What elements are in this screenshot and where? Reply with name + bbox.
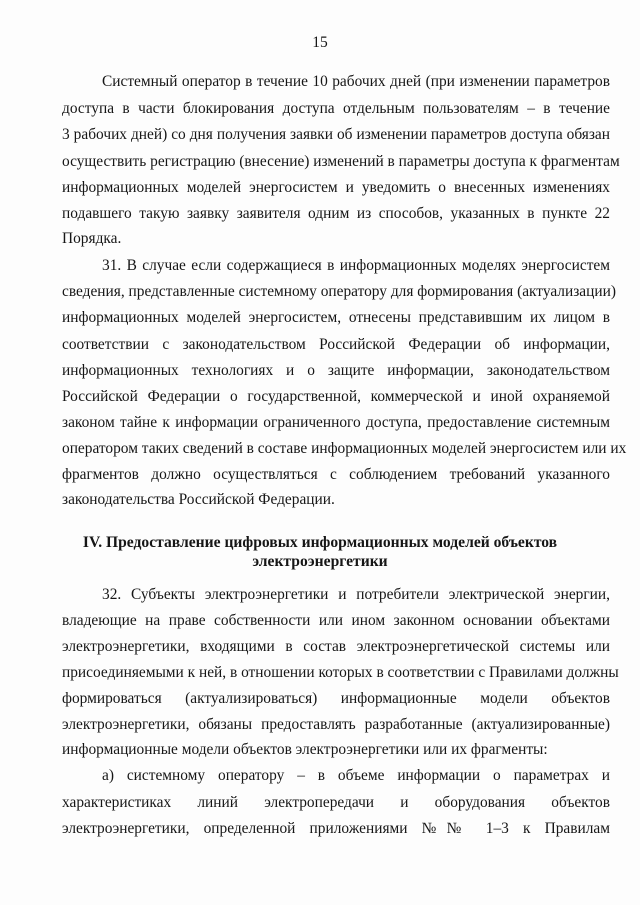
paragraph-line: а) системному оператору – в объеме информации о параметрах и bbox=[102, 767, 610, 784]
paragraph-line: информационных технологиях и о защите информации, законодательством bbox=[62, 362, 610, 379]
paragraph-line: законом тайне к информации ограниченного доступа, предоставление системным bbox=[62, 414, 610, 431]
paragraph-line: соответствии с законодательством Российской Федерации об информации, bbox=[62, 336, 610, 353]
paragraph-line: владеющие на праве собственности или ином законном основании объектами bbox=[62, 612, 610, 629]
paragraph-line: информационных моделей энергосистем, отнесены представившим их лицом в bbox=[62, 309, 610, 326]
paragraph-line: доступа в части блокирования доступа отдельным пользователям – в течение bbox=[62, 100, 610, 117]
section-heading: электроэнергетики bbox=[252, 553, 388, 570]
paragraph-line: Российской Федерации о государственной, коммерческой и иной охраняемой bbox=[62, 388, 610, 405]
paragraph-line: фрагментов должно осуществляться с соблюдением требований указанного bbox=[62, 466, 610, 483]
paragraph-line: оператором таких сведений в составе информационных моделей энергосистем или их bbox=[62, 440, 627, 457]
paragraph-line: 32. Субъекты электроэнергетики и потребители электрической энергии, bbox=[102, 586, 610, 603]
paragraph-line: 31. В случае если содержащиеся в информационных моделях энергосистем bbox=[102, 257, 610, 274]
paragraph-line: подавшего такую заявку заявителя одним из способов, указанных в пункте 22 bbox=[62, 205, 610, 222]
paragraph-line: информационных моделей энергосистем и уведомить о внесенных изменениях bbox=[62, 179, 610, 196]
paragraph-line: характеристиках линий электропередачи и оборудования объектов bbox=[62, 794, 610, 811]
paragraph-line: электроэнергетики, определенной приложениями №№ 1–3 к Правилам bbox=[62, 820, 610, 837]
paragraph-line: 3 рабочих дней) со дня получения заявки об изменении параметров доступа обязан bbox=[62, 126, 610, 143]
paragraph-line: электроэнергетики, обязаны предоставлять разработанные (актуализированные) bbox=[62, 716, 610, 733]
page-number: 15 bbox=[312, 34, 328, 51]
paragraph-line: сведения, представленные системному оператору для формирования (актуализации) bbox=[62, 283, 616, 300]
paragraph-line: законодательства Российской Федерации. bbox=[62, 491, 335, 508]
paragraph-line: электроэнергетики, входящими в состав электроэнергетической системы или bbox=[62, 638, 610, 655]
paragraph-line: осуществить регистрацию (внесение) изменений в параметры доступа к фрагментам bbox=[62, 153, 620, 170]
paragraph-line: формироваться (актуализироваться) информационные модели объектов bbox=[62, 690, 610, 707]
paragraph-line: Порядка. bbox=[62, 230, 122, 247]
paragraph-line: присоединяемыми к ней, в отношении которых в соответствии с Правилами должны bbox=[62, 664, 619, 681]
section-heading: IV. Предоставление цифровых информационных моделей объектов bbox=[82, 534, 558, 551]
paragraph-line: Системный оператор в течение 10 рабочих дней (при изменении параметров bbox=[102, 73, 610, 90]
paragraph-line: информационные модели объектов электроэнергетики или их фрагменты: bbox=[62, 741, 548, 758]
